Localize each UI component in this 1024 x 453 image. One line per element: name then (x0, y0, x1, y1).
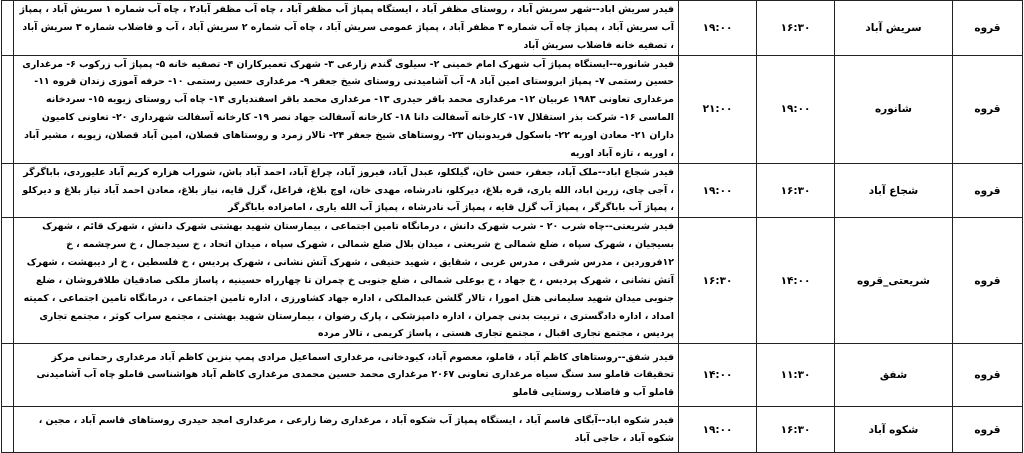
start-time-cell (757, 55, 835, 163)
blank-cell (2, 407, 14, 453)
table-row (2, 344, 1023, 407)
start-time: ۱۶:۳۰ (780, 423, 811, 436)
area-cell: سریش آباد (835, 1, 953, 56)
outage-schedule-table (1, 0, 1023, 453)
blank-cell (2, 163, 14, 218)
start-time-cell (757, 407, 835, 453)
blank-cell (2, 218, 14, 344)
area-cell: شکوه آباد (835, 407, 953, 453)
end-time-cell (679, 163, 757, 218)
blank-cell (2, 1, 14, 56)
feeder-description: فیدر شفق--روستاهای کاظم آباد ، قاملو، معصوم آباد، کیودخانی، مرغداری اسماعیل مرادی پمپ بنزین کاظم آباد مرغداری رحمانی مرکز تحقیقات قاملو سد سنگ سیاه مرغداری تعاونی ۲۰۶۷ مرغداری محمد حسین محمدی مرغداری کاظم آباد هواشناسی قاملو چاه آب آشامیدنی قاملو آب و فاضلاب روستایی قاملو (14, 344, 679, 407)
blank-cell (2, 344, 14, 407)
end-time-cell (679, 1, 757, 56)
start-time-cell (757, 218, 835, 344)
area-cell: شفق (835, 344, 953, 407)
area-cell: شجاع آباد (835, 163, 953, 218)
end-time-cell (679, 407, 757, 453)
end-time: ۱۴:۰۰ (702, 369, 733, 382)
start-time: ۱۹:۰۰ (780, 103, 811, 116)
city-cell: قروه (953, 407, 1023, 453)
end-time-cell (679, 218, 757, 344)
start-time: ۱۶:۳۰ (780, 184, 811, 197)
end-time-cell (679, 344, 757, 407)
end-time: ۱۹:۰۰ (702, 423, 733, 436)
city-cell: قروه (953, 163, 1023, 218)
feeder-description: فیدر شانوره--ایستگاه پمپاژ آب شهرک امام خمینی ۲- سیلوی گندم زارعی ۳- شهرک تعمیرکاران ۴- تصفیه خانه ۵- پمپاژ آب زرکوب ۶- مرغداری حسین رستمی ۷- پمپاژ ابروستای امین آباد ۸- آب آشامیدنی روستای شیخ جعفر ۹- مرغداری حسین رستمی ۱۰- حرفه آموزی زندان قروه ۱۱- مرغداری تعاونی ۱۹۸۳ عربیان ۱۲- مرغداری محمد باقر حیدری ۱۳- مرغداری محمد باقر اسفندیاری ۱۴- چاه آب روستای زیویه ۱۵- سردخانه الماسی ۱۶- شرکت بذر استقلال ۱۷- کارخانه آسفالت دانا ۱۸- کارخانه آسفالت جهاد نصر ۱۹- کارخانه آسفالت شهرداری ۲۰- تعاونی کامیون داران ۲۱- معادن اوریه ۲۲- باسکول فریدونیان ۲۳- روستاهای شیخ جعفر ۲۴- تالار زمرد و روستاهای قصلان، امین آباد قصلان، زیویه ، مشیر آباد ، اوریه ، تازه آباد اوریه (14, 55, 679, 163)
area-cell: شانوره (835, 55, 953, 163)
start-time: ۱۶:۳۰ (780, 21, 811, 34)
end-time: ۲۱:۰۰ (702, 103, 733, 116)
table-row (2, 1, 1023, 56)
feeder-description: فیدر سریش اباد--شهر سریش آباد ، روستای مظفر آباد ، ایستگاه پمپاژ آب مظفر آباد ، چاه آب مظفر آباد۲ ، چاه آب شماره ۱ سریش آباد ، پمپاژ آب سریش آباد ، پمپاژ چاه آب شماره ۳ مظفر آباد ، پمپاژ عمومی سریش آباد ، چاه آب شماره ۲ سریش آباد ، آب و فاضلاب شماره ۳ سریش آباد ، تصفیه خانه فاضلاب سریش آباد (14, 1, 679, 56)
feeder-description: فیدر شکوه اباد--آبگای قاسم آباد ، ایستگاه پمپاژ آب شکوه آباد ، مرغداری رضا زارعی ، مرغداری امجد حیدری روستاهای قاسم آباد ، مجین ، شکوه آباد ، حاجی آباد (14, 407, 679, 453)
start-time-cell (757, 1, 835, 56)
feeder-description: فیدر شریعتی--چاه شرب ۲۰ - شرب شهرک دانش ، درمانگاه تامین اجتماعی ، بیمارستان شهید بهشتی شهرک دانش ، شهرک قائم ، شهرک بسیجیان ، شهرک سپاه ، ضلع شمالی خ شریعتی ، میدان بلال ضلع شمالی ، شهرک سپاه ، میدان اتحاد ، خ سیدجمال ، خ سرچشمه ، خ ۱۲فروردین ، مدرس شرقی ، مدرس غربی ، شقایق ، شهید حنیفی ، شهرک آتش نشانی ، شهرک پردیس ، خ فلسطین ، خ ار دیبهشت ، شهرک آتش نشانی ، شهرک پردیس ، خ جهاد ، خ بوعلی شمالی ، ضلع جنوبی خ چمران تا چهارراه حسینیه ، پاساژ ملکی صادقیان طلافروشان ، ضلع جنوبی میدان شهید سلیمانی هتل امورا ، تالار گلشن عبدالملکی ، اداره جهاد کشاورزی ، اداره تامین اجتماعی ، درمانگاه تامین اجتماعی ، کمیته امداد ، اداره دادگستری ، تربیت بدنی چمران ، اداره دامپزشکی ، پارک رضوان ، بیمارستان شهید بهشتی ، مجتمع سراب کوثر ، مجتمع تجاری پردیس ، مجتمع تجاری اقبال ، مجتمع تجاری هستی ، پاساژ کریمی ، تالار مرده (14, 218, 679, 344)
table-row (2, 218, 1023, 344)
start-time-cell (757, 344, 835, 407)
table-row (2, 55, 1023, 163)
end-time: ۱۹:۰۰ (702, 184, 733, 197)
city-cell: قروه (953, 55, 1023, 163)
blank-cell (2, 55, 14, 163)
end-time-cell (679, 55, 757, 163)
end-time: ۱۶:۳۰ (702, 274, 733, 287)
feeder-description: فیدر شجاع اباد--ملک آباد، جعفر، حسن خان، گیلکلو، عبدل آباد، فیروز آباد، چراغ آباد، احمد آباد باش، شوراب هزاره کریم آباد علیوردی، باباگرگر ، آجی چای، زرین اباد، الله یاری، قره بلاغ، دیرکلو، نادرشاه، مهدی خان، اوچ بلاغ، قراغل، گزل قایه، نیاز بلاغ، معادن احمد آباد نیاز بلاغ و دیرکلو ، پمپاژ آب باباگرگر ، پمپاژ آب گزل قایه ، پمپاژ آب نادرشاه ، پمپاژ آب الله یاری ، امامزاده باباگرگر (14, 163, 679, 218)
city-cell: قروه (953, 344, 1023, 407)
table-row (2, 407, 1023, 453)
table-row (2, 163, 1023, 218)
area-cell: شریعتی_قروه (835, 218, 953, 344)
start-time-cell (757, 163, 835, 218)
start-time: ۱۴:۰۰ (780, 274, 811, 287)
city-cell: قروه (953, 218, 1023, 344)
end-time: ۱۹:۰۰ (702, 21, 733, 34)
city-cell: قروه (953, 1, 1023, 56)
start-time: ۱۱:۳۰ (780, 369, 811, 382)
